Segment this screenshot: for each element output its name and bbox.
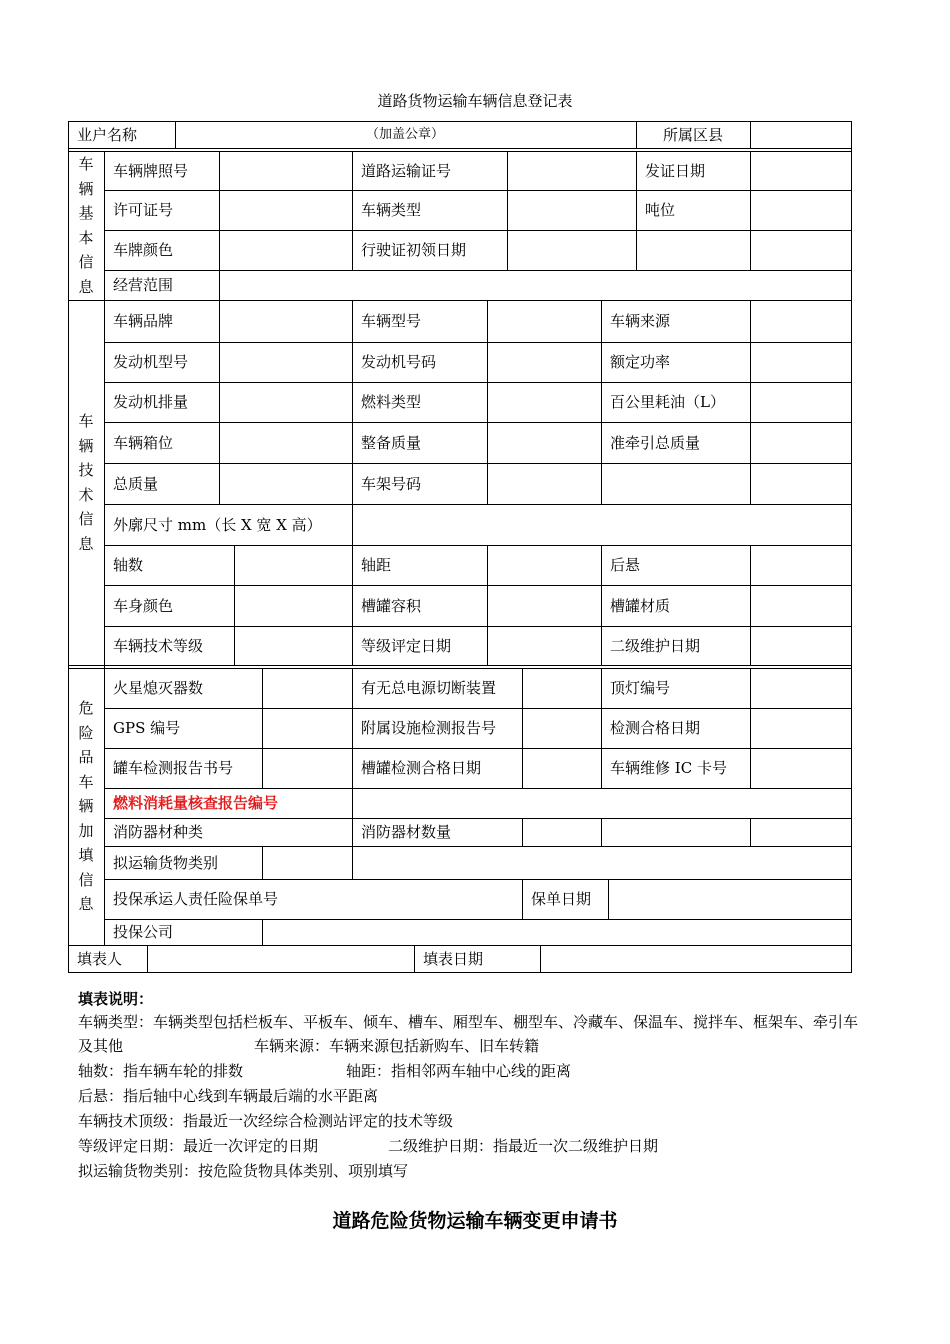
displacement-field[interactable]	[219, 382, 352, 422]
tech-grade-field[interactable]	[234, 626, 352, 665]
business-scope-field[interactable]	[219, 270, 851, 300]
plate-no-label: 车辆牌照号	[113, 161, 189, 180]
tank-inspection-date-label: 槽罐检测合格日期	[361, 759, 482, 777]
wheelbase-label: 轴距	[361, 556, 392, 574]
notes-title: 填表说明：	[78, 990, 154, 1008]
section-basic-label: 车辆基本信息	[78, 155, 94, 296]
power-cutoff-field[interactable]	[522, 668, 601, 708]
extinguisher-count-label: 消防器材数量	[361, 823, 452, 841]
tonnage-field[interactable]	[750, 190, 851, 230]
body-color-label: 车身颜色	[113, 596, 174, 615]
tank-report-field[interactable]	[262, 748, 352, 788]
facility-report-field[interactable]	[522, 708, 601, 748]
axles-label: 轴数	[113, 556, 144, 574]
transport-cert-label: 道路运输证号	[361, 161, 452, 180]
insurer-field[interactable]	[262, 919, 851, 945]
source-field[interactable]	[750, 300, 851, 342]
brand-field[interactable]	[219, 300, 352, 342]
section-hazmat-label: 危险品车辆加填信息	[78, 699, 94, 914]
note-vehicle-source: 车辆来源：车辆来源包括新购车、旧车转籍	[254, 1037, 540, 1055]
model-label: 车辆型号	[361, 312, 422, 330]
note-vehicle-type: 车辆类型：车辆类型包括栏板车、平板车、倾车、槽车、厢型车、棚型车、冷藏车、保温车、搅拌车、框架车、牵引车	[78, 1013, 859, 1031]
brand-label: 车辆品牌	[113, 312, 174, 330]
box-capacity-field[interactable]	[219, 422, 352, 463]
total-mass-label: 总质量	[113, 474, 159, 493]
policy-date-field[interactable]	[608, 879, 851, 919]
tonnage-label: 吨位	[645, 201, 676, 219]
goods-category-label: 拟运输货物类别	[113, 853, 219, 872]
tank-volume-label: 槽罐容积	[361, 596, 422, 615]
spark-arrester-label: 火星熄灭器数	[113, 679, 204, 697]
fuel-per-100km-label: 百公里耗油（L）	[610, 393, 725, 411]
frame-no-field[interactable]	[487, 463, 601, 504]
engine-model-label: 发动机型号	[113, 353, 189, 371]
tank-inspection-date-field[interactable]	[522, 748, 601, 788]
owner-name-label: 业户名称	[77, 125, 138, 144]
model-field[interactable]	[487, 300, 601, 342]
maintenance-date-field[interactable]	[750, 626, 851, 665]
extinguisher-extra-field[interactable]	[601, 818, 750, 846]
body-color-field[interactable]	[234, 585, 352, 626]
axles-field[interactable]	[234, 545, 352, 585]
insurance-policy-field[interactable]	[352, 879, 522, 919]
tank-material-field[interactable]	[750, 585, 851, 626]
rated-power-field[interactable]	[750, 342, 851, 382]
tank-material-label: 槽罐材质	[610, 596, 671, 615]
gps-no-field[interactable]	[262, 708, 352, 748]
policy-date-label: 保单日期	[531, 890, 592, 908]
transport-cert-field[interactable]	[507, 151, 636, 190]
license-first-date-label: 行驶证初领日期	[361, 241, 467, 259]
issue-date-label: 发证日期	[645, 161, 706, 180]
dimensions-field[interactable]	[352, 504, 851, 545]
curb-weight-field[interactable]	[487, 422, 601, 463]
issue-date-field[interactable]	[750, 151, 851, 190]
note-other: 及其他	[78, 1037, 124, 1055]
tank-report-label: 罐车检测报告书号	[113, 759, 234, 777]
insurance-policy-label: 投保承运人责任险保单号	[113, 890, 279, 908]
gps-no-label: GPS 编号	[113, 719, 181, 737]
plate-color-label: 车牌颜色	[113, 241, 174, 259]
filler-field[interactable]	[147, 945, 414, 972]
permit-no-label: 许可证号	[113, 201, 174, 219]
roof-light-label: 顶灯编号	[610, 679, 671, 697]
owner-name-field[interactable]	[175, 121, 295, 148]
fill-date-field[interactable]	[540, 945, 851, 972]
fuel-type-field[interactable]	[487, 382, 601, 422]
business-scope-label: 经营范围	[113, 276, 174, 294]
repair-ic-card-field[interactable]	[750, 748, 851, 788]
goods-category-field[interactable]	[262, 846, 851, 879]
source-label: 车辆来源	[610, 312, 671, 330]
district-label: 所属区县	[662, 125, 723, 144]
filler-label: 填表人	[77, 949, 123, 968]
box-capacity-label: 车辆箱位	[113, 433, 174, 452]
inspection-date-label: 检测合格日期	[610, 719, 701, 737]
roof-light-field[interactable]	[750, 668, 851, 708]
note-rear-overhang: 后悬：指后轴中心线到车辆最后端的水平距离	[78, 1087, 379, 1105]
district-field[interactable]	[750, 121, 851, 148]
plate-color-field[interactable]	[219, 230, 352, 270]
displacement-label: 发动机排量	[113, 393, 189, 411]
inspection-date-field[interactable]	[750, 708, 851, 748]
extinguisher-count-field[interactable]	[522, 818, 601, 846]
engine-model-field[interactable]	[219, 342, 352, 382]
fill-date-label: 填表日期	[423, 949, 484, 968]
fuel-report-label: 燃料消耗量核查报告编号	[113, 794, 279, 812]
rear-overhang-label: 后悬	[610, 556, 641, 574]
note-axles: 轴数：指车辆车轮的排数	[78, 1062, 244, 1080]
note-wheelbase: 轴距：指相邻两车轴中心线的距离	[346, 1062, 572, 1080]
license-first-date-field[interactable]	[507, 230, 636, 270]
rear-overhang-field[interactable]	[750, 545, 851, 585]
section-tech-label: 车辆技术信息	[78, 412, 94, 553]
grade-date-label: 等级评定日期	[361, 636, 452, 655]
fuel-type-label: 燃料类型	[361, 393, 422, 411]
vehicle-type-label: 车辆类型	[361, 201, 422, 219]
extinguisher-type-label: 消防器材种类	[113, 823, 204, 841]
fuel-report-field[interactable]	[352, 788, 851, 818]
note-goods-category: 拟运输货物类别：按危险货物具体类别、项别填写	[78, 1162, 409, 1180]
note-maintenance-date: 二级维护日期：指最近一次二级维护日期	[388, 1137, 659, 1155]
grade-date-field[interactable]	[487, 626, 601, 665]
plate-no-field[interactable]	[219, 151, 352, 190]
repair-ic-card-label: 车辆维修 IC 卡号	[610, 759, 727, 777]
note-tech-grade: 车辆技术顶级：指最近一次经综合检测站评定的技术等级	[78, 1112, 454, 1130]
maintenance-date-label: 二级维护日期	[610, 636, 701, 655]
rated-power-label: 额定功率	[610, 353, 671, 371]
basic-blank-field[interactable]	[750, 230, 851, 270]
extinguisher-extra-field-2[interactable]	[750, 818, 851, 846]
seal-note: （加盖公章）	[365, 126, 444, 142]
spark-arrester-field[interactable]	[262, 668, 352, 708]
curb-weight-label: 整备质量	[361, 433, 422, 452]
tech-blank-field[interactable]	[750, 463, 851, 504]
traction-mass-field[interactable]	[750, 422, 851, 463]
fuel-per-100km-field[interactable]	[750, 382, 851, 422]
tech-grade-label: 车辆技术等级	[113, 636, 204, 655]
permit-no-field[interactable]	[219, 190, 352, 230]
insurer-label: 投保公司	[113, 923, 174, 941]
engine-no-field[interactable]	[487, 342, 601, 382]
wheelbase-field[interactable]	[487, 545, 601, 585]
traction-mass-label: 准牵引总质量	[610, 433, 701, 452]
form-title: 道路货物运输车辆信息登记表	[377, 92, 573, 110]
facility-report-label: 附属设施检测报告号	[361, 719, 497, 737]
frame-no-label: 车架号码	[361, 474, 422, 493]
basic-blank-cell[interactable]	[636, 230, 750, 270]
note-grade-date: 等级评定日期：最近一次评定的日期	[78, 1137, 319, 1155]
vehicle-type-field[interactable]	[507, 190, 636, 230]
tech-blank-cell[interactable]	[601, 463, 750, 504]
application-title: 道路危险货物运输车辆变更申请书	[332, 1210, 618, 1232]
dimensions-label: 外廓尺寸 mm（长 X 宽 X 高）	[113, 515, 322, 534]
engine-no-label: 发动机号码	[361, 353, 437, 371]
tank-volume-field[interactable]	[487, 585, 601, 626]
total-mass-field[interactable]	[219, 463, 352, 504]
owner-seal-field[interactable]	[515, 121, 636, 148]
power-cutoff-label: 有无总电源切断装置	[361, 679, 497, 697]
